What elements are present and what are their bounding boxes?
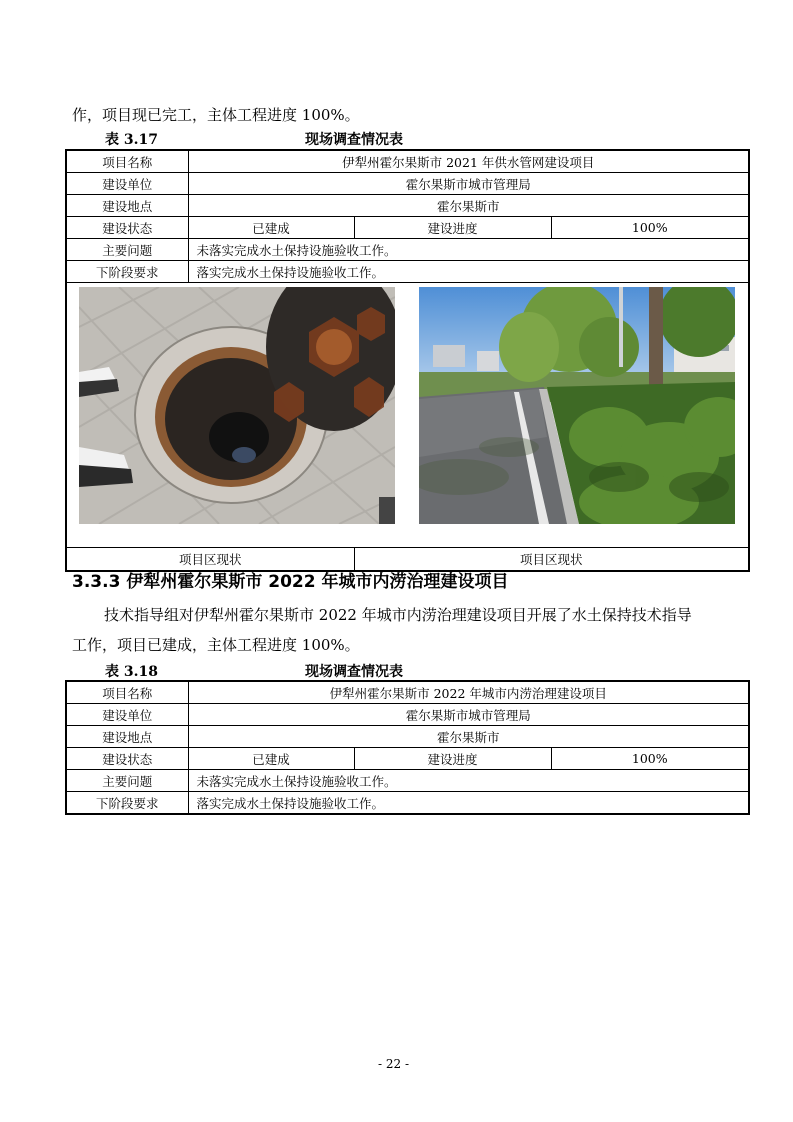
photo-row [66, 283, 749, 548]
row-label: 项目名称 [66, 681, 188, 704]
table-row [66, 150, 749, 173]
row-label: 建设地点 [66, 726, 188, 748]
construction-progress: 100% [551, 217, 749, 239]
table-row [66, 792, 749, 815]
construction-status: 已建成 [188, 217, 354, 239]
row-label: 下阶段要求 [66, 261, 188, 283]
table-row [66, 726, 749, 748]
construction-unit: 霍尔果斯市城市管理局 [188, 173, 749, 195]
table-row [66, 173, 749, 195]
construction-site: 霍尔果斯市 [188, 726, 749, 748]
table-row [66, 217, 749, 239]
section-heading: 3.3.3 伊犁州霍尔果斯市 2022 年城市内涝治理建设项目 [72, 572, 509, 592]
manhole-photo [79, 287, 395, 524]
row-label: 建设进度 [354, 217, 551, 239]
paragraph-line-1: 技术指导组对伊犁州霍尔果斯市 2022 年城市内涝治理建设项目开展了水土保持技术指导 [104, 606, 692, 624]
row-label: 主要问题 [66, 770, 188, 792]
table-row [66, 770, 749, 792]
next-stage-requirement: 落实完成水土保持设施验收工作。 [188, 792, 749, 815]
row-label: 建设状态 [66, 748, 188, 770]
row-label: 建设进度 [354, 748, 551, 770]
table-row [66, 239, 749, 261]
paragraph-line-2: 工作，项目已建成，主体工程进度 100%。 [72, 636, 360, 654]
project-name: 伊犁州霍尔果斯市 2021 年供水管网建设项目 [188, 150, 749, 173]
table-2-title: 现场调查情况表 [305, 664, 403, 680]
row-label: 下阶段要求 [66, 792, 188, 815]
table-row [66, 261, 749, 283]
table-row [66, 748, 749, 770]
table-row [66, 704, 749, 726]
survey-table-2 [65, 680, 750, 815]
construction-site: 霍尔果斯市 [188, 195, 749, 217]
main-issue: 未落实完成水土保持设施验收工作。 [188, 239, 749, 261]
street-photo [419, 287, 735, 524]
table-row [66, 681, 749, 704]
row-label: 建设状态 [66, 217, 188, 239]
construction-status: 已建成 [188, 748, 354, 770]
project-name: 伊犁州霍尔果斯市 2022 年城市内涝治理建设项目 [188, 681, 749, 704]
row-label: 建设地点 [66, 195, 188, 217]
row-label: 建设单位 [66, 173, 188, 195]
intro-line: 作，项目现已完工，主体工程进度 100%。 [72, 106, 360, 124]
table-2-label: 表 3.18 [105, 664, 158, 680]
table-1-title: 现场调查情况表 [305, 132, 403, 148]
row-label: 项目名称 [66, 150, 188, 173]
row-label: 建设单位 [66, 704, 188, 726]
table-1-label: 表 3.17 [105, 132, 158, 148]
survey-table-1 [65, 149, 750, 572]
photo-caption-right: 项目区现状 [354, 548, 749, 572]
page-number: - 22 - [378, 1057, 410, 1071]
main-issue: 未落实完成水土保持设施验收工作。 [188, 770, 749, 792]
construction-unit: 霍尔果斯市城市管理局 [188, 704, 749, 726]
photo-cell [66, 283, 749, 548]
next-stage-requirement: 落实完成水土保持设施验收工作。 [188, 261, 749, 283]
row-label: 主要问题 [66, 239, 188, 261]
table-row [66, 195, 749, 217]
photo-caption-left: 项目区现状 [66, 548, 354, 572]
construction-progress: 100% [551, 748, 749, 770]
